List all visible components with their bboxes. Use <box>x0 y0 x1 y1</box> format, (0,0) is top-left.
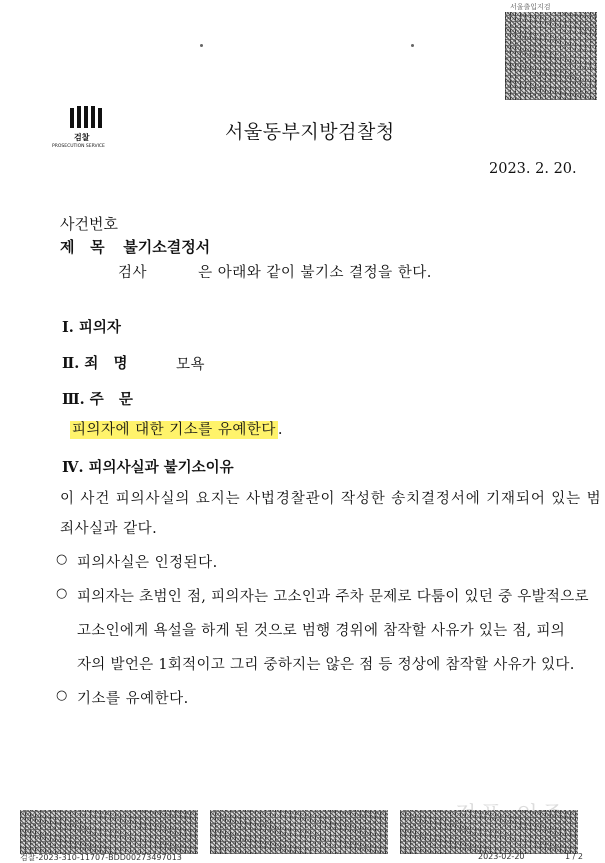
bullet-icon: ○ <box>56 586 68 601</box>
footer-date: 2023-02-20 <box>478 852 525 861</box>
disposition-text <box>70 418 283 439</box>
bullet-2-line-1: 피의자는 초범인 점, 피의자는 고소인과 주차 문제로 다툼이 있던 중 우발적으로 <box>77 589 589 605</box>
section-3-heading: Ⅲ. 주 문 <box>62 391 133 408</box>
body-paragraph-line-1: 이 사건 피의사실의 요지는 사법경찰관이 작성한 송치결정서에 기재되어 있는 범 <box>60 491 602 507</box>
bullet-icon: ○ <box>56 688 68 703</box>
prosecution-logo <box>52 106 110 152</box>
title-row <box>60 236 210 257</box>
title-value: 불기소결정서 <box>123 238 211 256</box>
dot-mark <box>200 44 203 47</box>
document-date: 2023. 2. 20. <box>489 161 577 177</box>
office-title: 서울동부지방검찰청 <box>225 121 395 143</box>
section-4-heading: Ⅳ. 피의사실과 불기소이유 <box>62 459 234 476</box>
page-indicator: 1 / 2 <box>565 852 583 861</box>
document-id: 검찰-2023-310-11707-BDD00273497013 <box>20 853 182 862</box>
seal-caption: 서울출입지검 <box>510 3 551 11</box>
disposition-period: . <box>277 422 284 438</box>
logo-text: 검찰 <box>74 133 90 142</box>
section-2-heading: Ⅱ. 죄 명 <box>62 355 128 372</box>
title-label: 제 목 <box>60 238 105 256</box>
security-barcode-left <box>20 810 198 854</box>
dot-mark <box>411 44 414 47</box>
disposition-highlight: 피의자에 대한 기소를 유예한다 <box>72 422 276 438</box>
logo-subtext: PROSECUTION SERVICE <box>52 144 105 149</box>
section-1-heading: Ⅰ. 피의자 <box>62 319 121 336</box>
bullet-2-line-2: 고소인에게 욕설을 하게 된 것으로 범행 경위에 참작할 사유가 있는 점, 피의 <box>77 623 566 639</box>
security-barcode-right <box>400 810 578 854</box>
security-qr-code-top <box>505 12 597 100</box>
charge-value: 모욕 <box>176 357 206 373</box>
bullet-icon: ○ <box>56 552 68 567</box>
security-barcode-middle <box>210 810 388 854</box>
emblem-icon <box>70 106 110 128</box>
body-paragraph-line-2: 죄사실과 같다. <box>60 521 158 537</box>
case-number-label: 사건번호 <box>60 215 118 233</box>
bullet-1-text: 피의사실은 인정된다. <box>77 555 218 571</box>
bullet-3-text: 기소를 유예한다. <box>77 691 189 707</box>
bullet-2-line-3: 자의 발언은 1회적이고 그리 중하지는 않은 점 등 정상에 참작할 사유가 있다. <box>77 657 575 673</box>
decision-intro: 검사 은 아래와 같이 불기소 결정을 한다. <box>118 265 432 281</box>
